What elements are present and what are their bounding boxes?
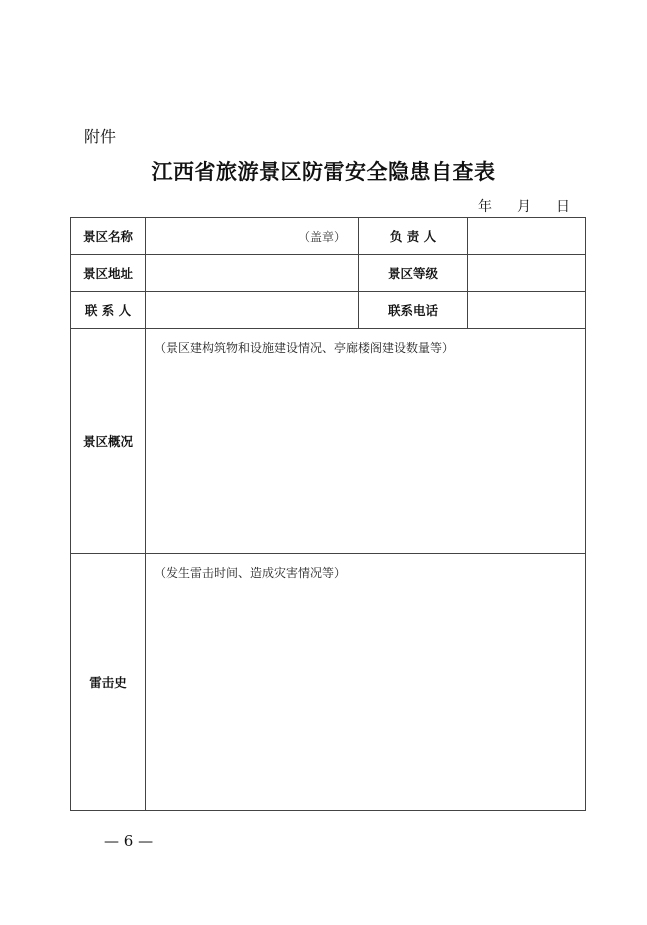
page-number: — 6 — (104, 832, 154, 850)
overview-label: 景区概况 (71, 329, 146, 554)
contact-label: 联 系 人 (71, 292, 146, 329)
form-title: 江西省旅游景区防雷安全隐患自查表 (151, 159, 496, 184)
contact-field[interactable] (146, 292, 359, 329)
phone-label: 联系电话 (359, 292, 468, 329)
overview-hint: （景区建构筑物和设施建设情况、亭廊楼阁建设数量等） (154, 341, 455, 355)
grade-label: 景区等级 (359, 255, 468, 292)
date-day: 日 (556, 199, 570, 215)
grade-field[interactable] (468, 255, 586, 292)
form-row-name (71, 218, 586, 255)
date-month: 月 (517, 199, 531, 215)
form-row-overview (71, 329, 586, 554)
responsible-label: 负 责 人 (359, 218, 468, 255)
address-label: 景区地址 (71, 255, 146, 292)
responsible-field[interactable] (468, 218, 586, 255)
phone-field[interactable] (468, 292, 586, 329)
self-inspection-form (70, 217, 586, 811)
history-hint: （发生雷击时间、造成灾害情况等） (154, 566, 347, 580)
scenic-name-label: 景区名称 (71, 218, 146, 255)
attachment-label: 附件 (84, 127, 117, 146)
form-row-history (71, 554, 586, 811)
form-row-address (71, 255, 586, 292)
address-field[interactable] (146, 255, 359, 292)
history-field[interactable] (146, 554, 586, 811)
seal-note: （盖章） (297, 229, 346, 244)
overview-field[interactable] (146, 329, 586, 554)
form-row-contact (71, 292, 586, 329)
scenic-name-field[interactable] (146, 218, 359, 255)
date-year: 年 (478, 199, 492, 215)
history-label: 雷击史 (71, 554, 146, 811)
